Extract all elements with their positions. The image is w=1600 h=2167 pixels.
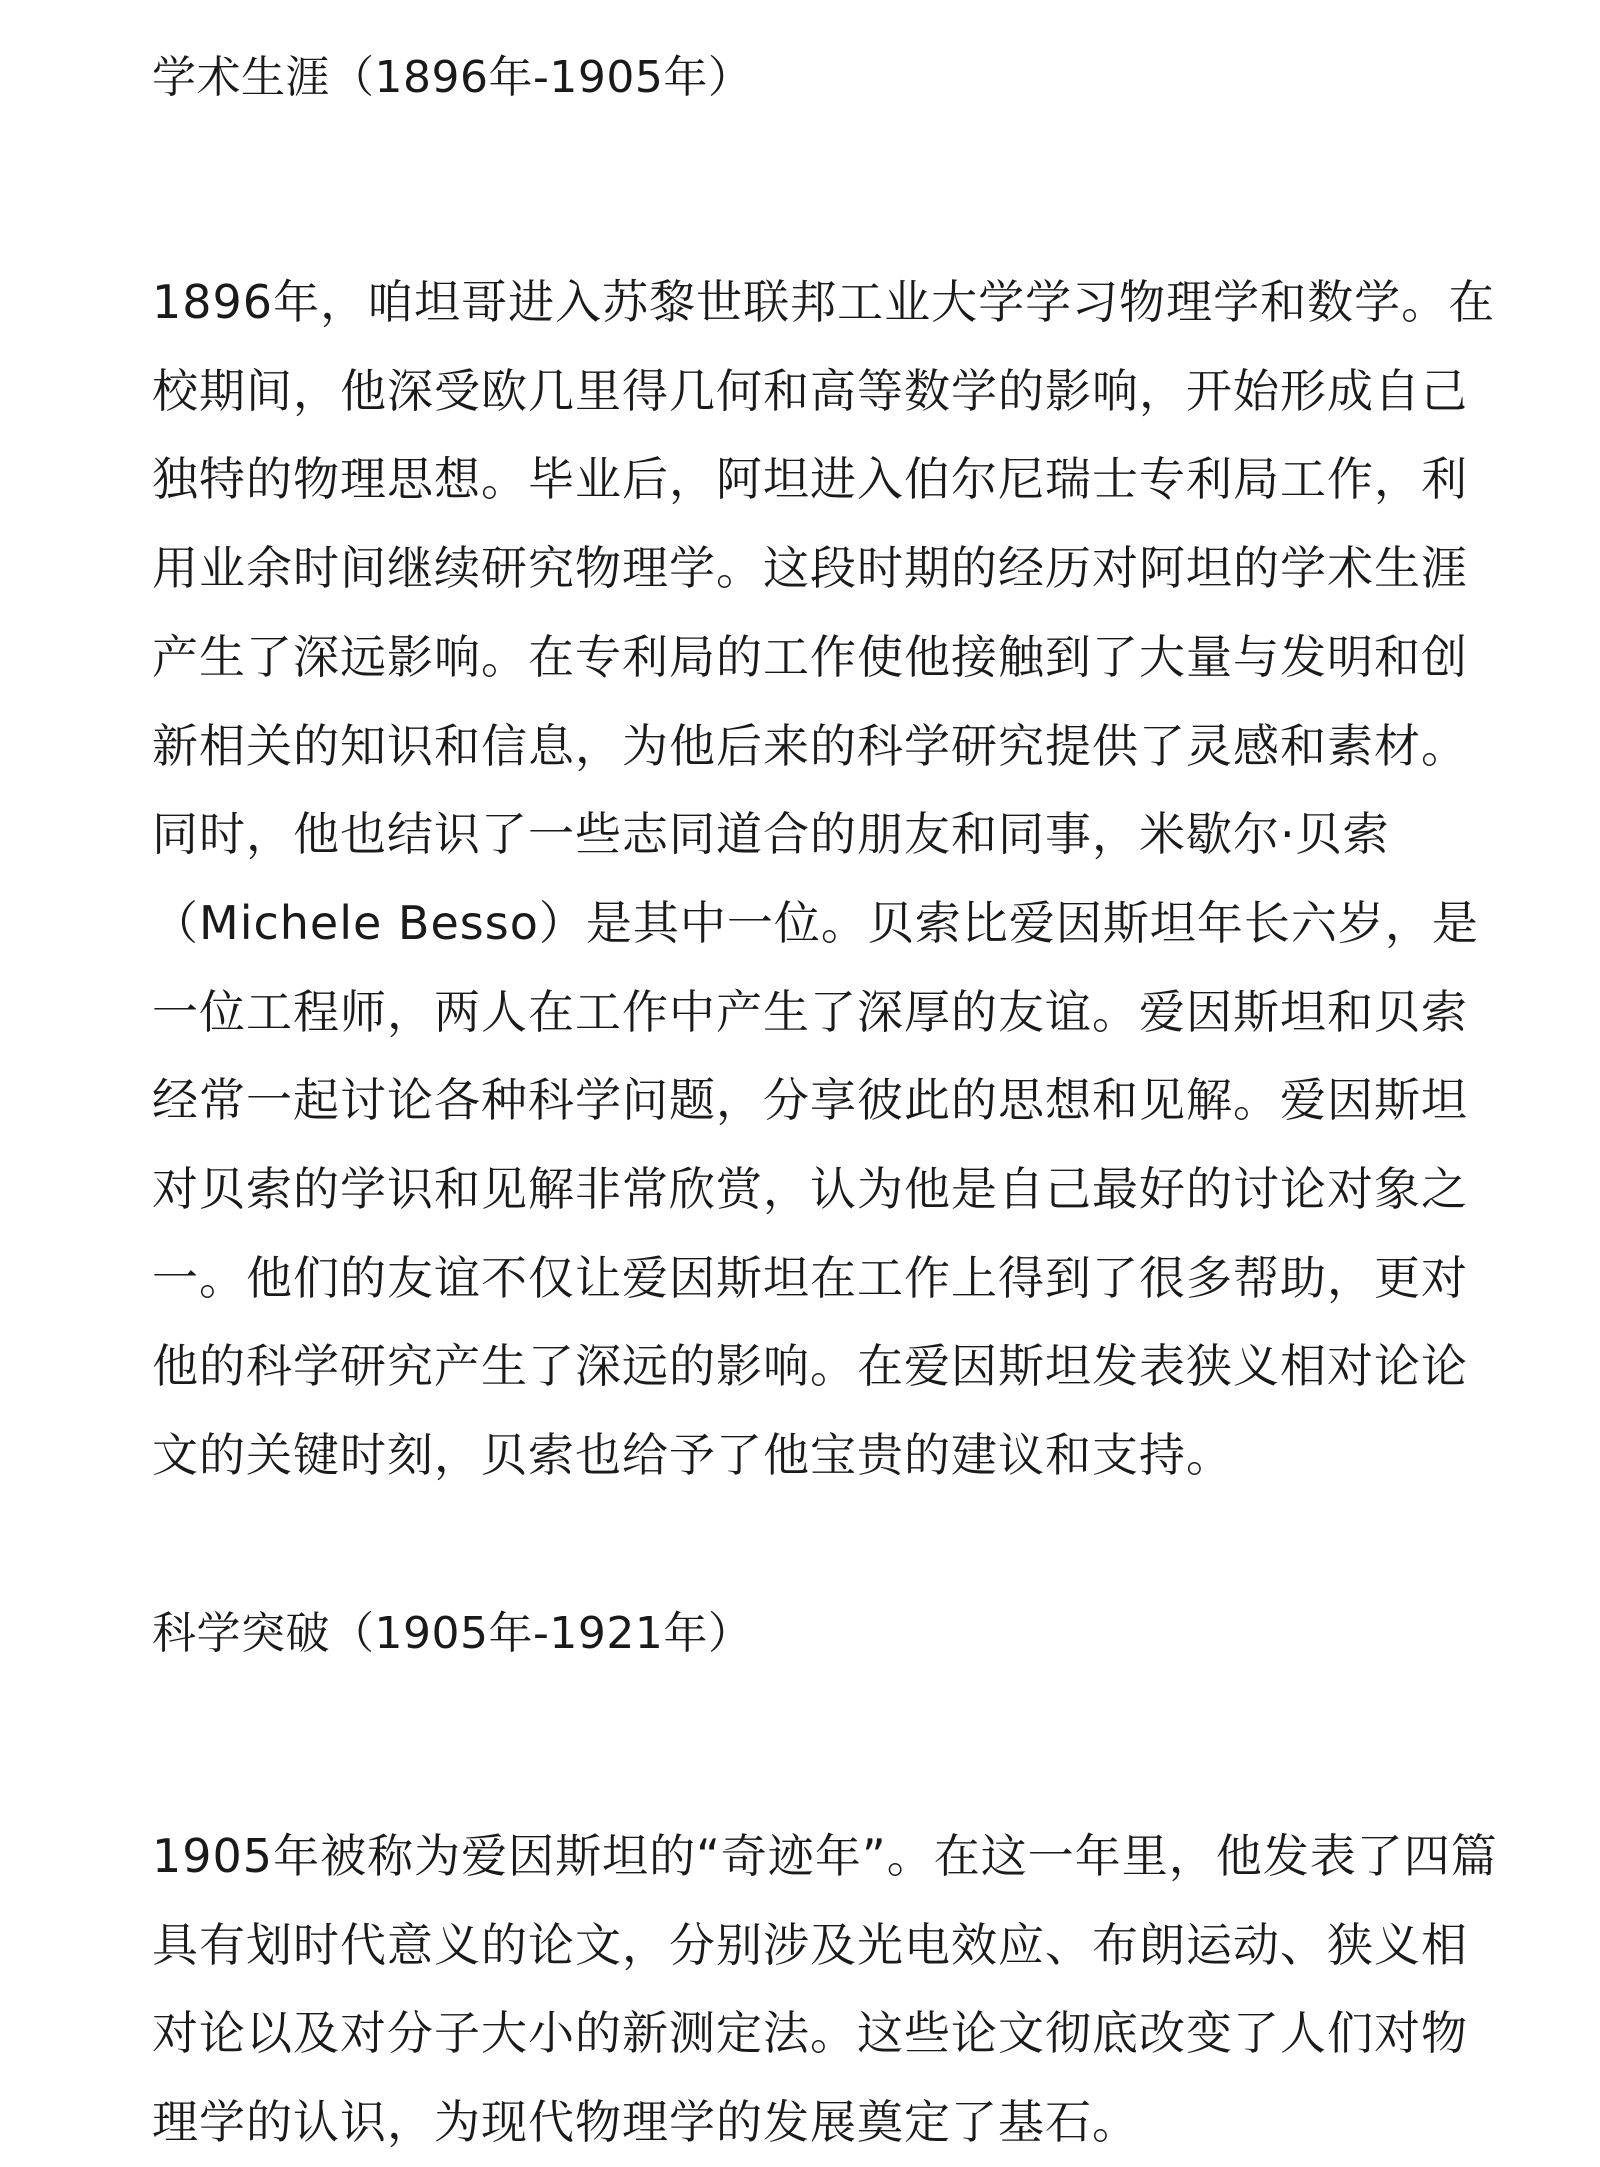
paragraph-line: 具有划时代意义的论文，分别涉及光电效应、布朗运动、狭义相 xyxy=(152,1917,1468,1972)
paragraph-line: 文的关键时刻，贝索也给予了他宝贵的建议和支持。 xyxy=(152,1428,1233,1483)
paragraph-line: 校期间，他深受欧几里得几何和高等数学的影响，开始形成自己 xyxy=(152,363,1468,418)
paragraph-line: 1896年，咱坦哥进入苏黎世联邦工业大学学习物理学和数学。在 xyxy=(152,275,1496,329)
section-heading-academic-career: 学术生涯（1896年-1905年） xyxy=(152,52,753,103)
paragraph-line: 对贝索的学识和见解非常欣赏，认为他是自己最好的讨论对象之 xyxy=(152,1162,1468,1217)
paragraph-line: 理学的认识，为现代物理学的发展奠定了基石。 xyxy=(152,2095,1139,2150)
paragraph-line: 产生了深远影响。在专利局的工作使他接触到了大量与发明和创 xyxy=(152,629,1468,684)
paragraph-line: 他的科学研究产生了深远的影响。在爱因斯坦发表狭义相对论论 xyxy=(152,1339,1468,1394)
section-paragraph-academic-career xyxy=(152,258,1496,1500)
paragraph-line: 新相关的知识和信息，为他后来的科学研究提供了灵感和素材。 xyxy=(152,718,1468,773)
paragraph-line: 1905年被称为爱因斯坦的“奇迹年”。在这一年里，他发表了四篇 xyxy=(152,1829,1498,1883)
paragraph-line: 对论以及对分子大小的新测定法。这些论文彻底改变了人们对物 xyxy=(152,2006,1468,2061)
paragraph-line: 经常一起讨论各种科学问题，分享彼此的思想和见解。爱因斯坦 xyxy=(152,1073,1468,1128)
section-heading-scientific-breakthrough: 科学突破（1905年-1921年） xyxy=(152,1608,753,1659)
section-paragraph-scientific-breakthrough xyxy=(152,1812,1498,2167)
paragraph-line: 同时，他也结识了一些志同道合的朋友和同事，米歇尔·贝索 xyxy=(152,807,1390,862)
paragraph-line: 一位工程师，两人在工作中产生了深厚的友谊。爱因斯坦和贝索 xyxy=(152,984,1468,1039)
paragraph-line: 独特的物理思想。毕业后，阿坦进入伯尔尼瑞士专利局工作，利 xyxy=(152,452,1468,507)
paragraph-line: 用业余时间继续研究物理学。这段时期的经历对阿坦的学术生涯 xyxy=(152,541,1468,596)
paragraph-line: （Michele Besso）是其中一位。贝索比爱因斯坦年长六岁，是 xyxy=(152,895,1479,950)
paragraph-line: 一。他们的友谊不仅让爱因斯坦在工作上得到了很多帮助，更对 xyxy=(152,1250,1468,1305)
